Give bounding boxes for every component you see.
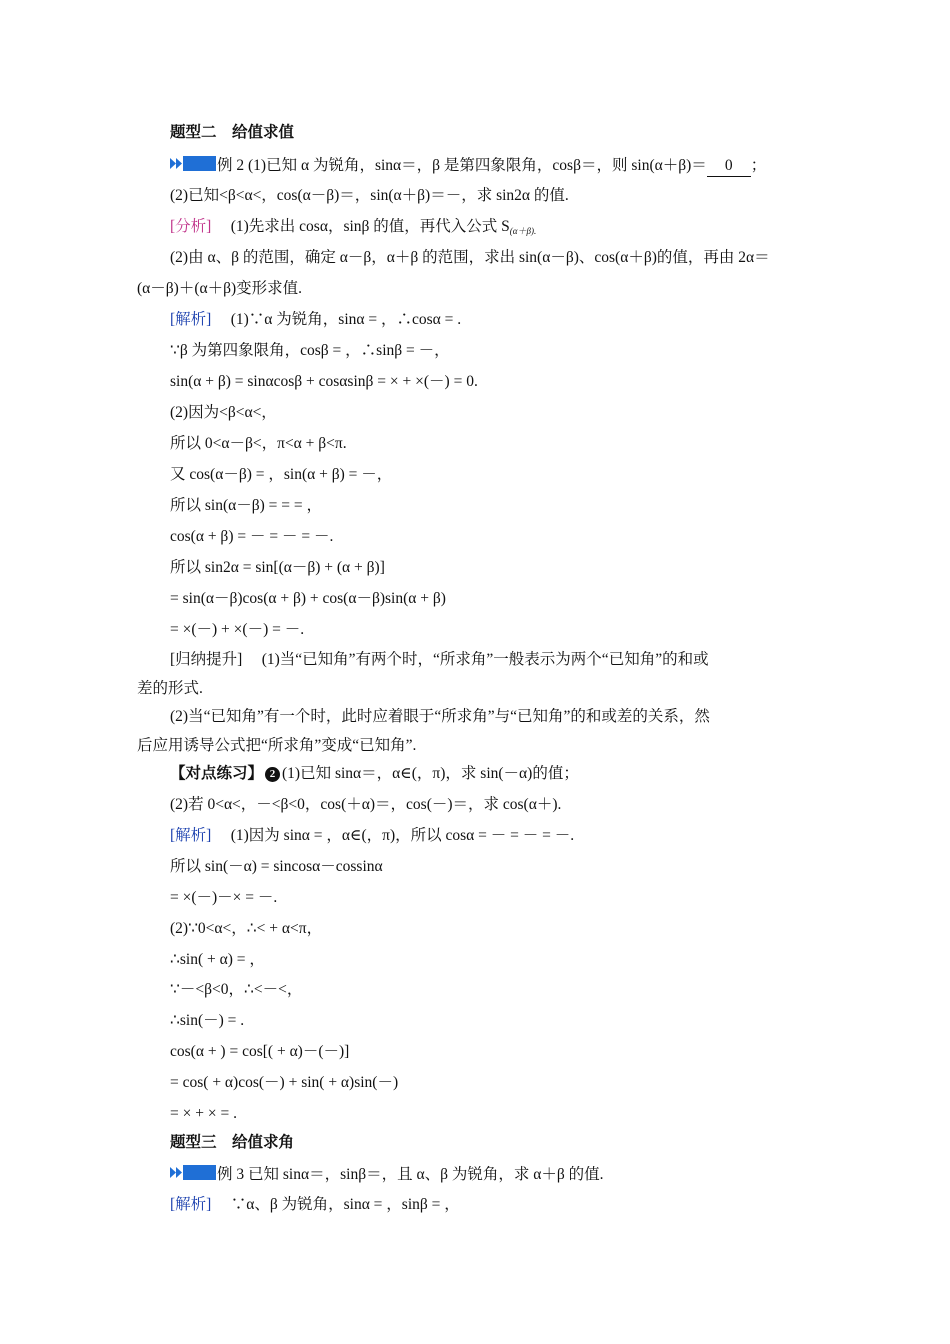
solution-line: 所以 0<α－β<，π<α + β<π. xyxy=(170,435,347,452)
practice-number-badge: 2 xyxy=(265,767,280,782)
practice-solution-label: [解析] xyxy=(170,827,212,844)
solution-line: = ×(－) + ×(－) = －. xyxy=(170,621,305,638)
section-heading: 题型二 给值求值 xyxy=(170,124,295,141)
solution-line: ∵β 为第四象限角，cosβ = ，∴sinβ = －， xyxy=(170,342,450,359)
example-2-line-2: (2)已知<β<α<，cos(α－β)＝，sin(α＋β)＝－，求 sin2α 的值. xyxy=(170,187,569,204)
practice-solution-line: ∴sin( + α) = ， xyxy=(170,951,265,968)
summary-label: [归纳提升] xyxy=(170,651,243,668)
practice-solution-line: ∵－<β<0，∴<－<， xyxy=(170,981,303,998)
practice-solution-line: ∴sin(－) = . xyxy=(170,1012,245,1029)
section-heading: 题型三 给值求角 xyxy=(170,1134,295,1151)
practice-solution-line: = cos( + α)cos(－) + sin( + α)sin(－) xyxy=(170,1074,399,1091)
solution-line-1: [解析] (1)∵α 为锐角，sinα = ，∴cosα = . xyxy=(170,311,462,328)
practice-line-1: 【对点练习】 2 (1)已知 sinα＝，α∈(，π)，求 sin(－α)的值； xyxy=(170,765,579,782)
answer-blank: 0 xyxy=(707,156,751,177)
analysis-line-1: [分析] (1)先求出 cosα，sinβ 的值，再代入公式 $S_{(\alpha+\beta).}$ xyxy=(170,218,537,236)
example-3-solution-line: [解析] ∵α、β 为锐角，sinα = ，sinβ = ， xyxy=(170,1196,460,1213)
practice-solution-line: = × + × = . xyxy=(170,1105,237,1122)
example-badge-icon xyxy=(170,1164,216,1181)
practice-solution-line: 所以 sin(－α) = sincosα－cossinα xyxy=(170,858,383,875)
solution-line: 所以 sin2α = sin[(α－β) + (α + β)] xyxy=(170,559,385,576)
example-2-line-1: 例 2 (1)已知 α 为锐角，sinα＝，β 是第四象限角，cosβ＝，则 sin(α＋β)＝ 0 ； xyxy=(170,155,766,177)
analysis-line-2: (2)由 α、β 的范围，确定 α－β，α＋β 的范围，求出 sin(α－β)、cos(α＋β)的值，再由 2α＝ xyxy=(170,249,770,266)
solution-line: sin(α + β) = sinαcosβ + cosαsinβ = × + ×(－) = 0. xyxy=(170,373,478,390)
solution-line: 所以 sin(α－β) = = = ， xyxy=(170,497,323,514)
summary-line-2: 差的形式. xyxy=(137,680,203,697)
summary-line-4: 后应用诱导公式把“所求角”变成“已知角”. xyxy=(137,737,417,754)
solution-label: [解析] xyxy=(170,1196,212,1213)
solution-line: 又 cos(α－β) = ，sin(α + β) = －， xyxy=(170,466,393,483)
practice-solution-line-1: [解析] (1)因为 sinα = ，α∈(，π)，所以 cosα = － = － = －. xyxy=(170,827,575,844)
solution-line: = sin(α－β)cos(α + β) + cos(α－β)sin(α + β) xyxy=(170,590,446,607)
solution-line: cos(α + β) = － = － = －. xyxy=(170,528,334,545)
solution-line: (2)因为<β<α<， xyxy=(170,404,277,421)
analysis-line-3: (α－β)＋(α＋β)变形求值. xyxy=(137,280,303,297)
practice-line-2: (2)若 0<α<，－<β<0，cos(＋α)＝，cos(－)＝，求 cos(α＋). xyxy=(170,796,562,813)
practice-label: 【对点练习】 xyxy=(170,765,264,782)
practice-solution-line: (2)∵0<α<，∴< + α<π， xyxy=(170,920,323,937)
practice-solution-line: cos(α + ) = cos[( + α)－(－)] xyxy=(170,1043,350,1060)
summary-line-3: (2)当“已知角”有一个时，此时应着眼于“所求角”与“已知角”的和或差的关系，然 xyxy=(170,708,710,725)
summary-line-1: [归纳提升] (1)当“已知角”有两个时，“所求角”一般表示为两个“已知角”的和或 xyxy=(170,651,709,668)
example-3-line: 例 3 已知 sinα＝，sinβ＝，且 α、β 为锐角，求 α＋β 的值. xyxy=(170,1164,603,1185)
solution-label: [解析] xyxy=(170,311,212,328)
practice-solution-line: = ×(－)－× = －. xyxy=(170,889,278,906)
analysis-label: [分析] xyxy=(170,218,212,235)
example-badge-icon xyxy=(170,155,216,172)
